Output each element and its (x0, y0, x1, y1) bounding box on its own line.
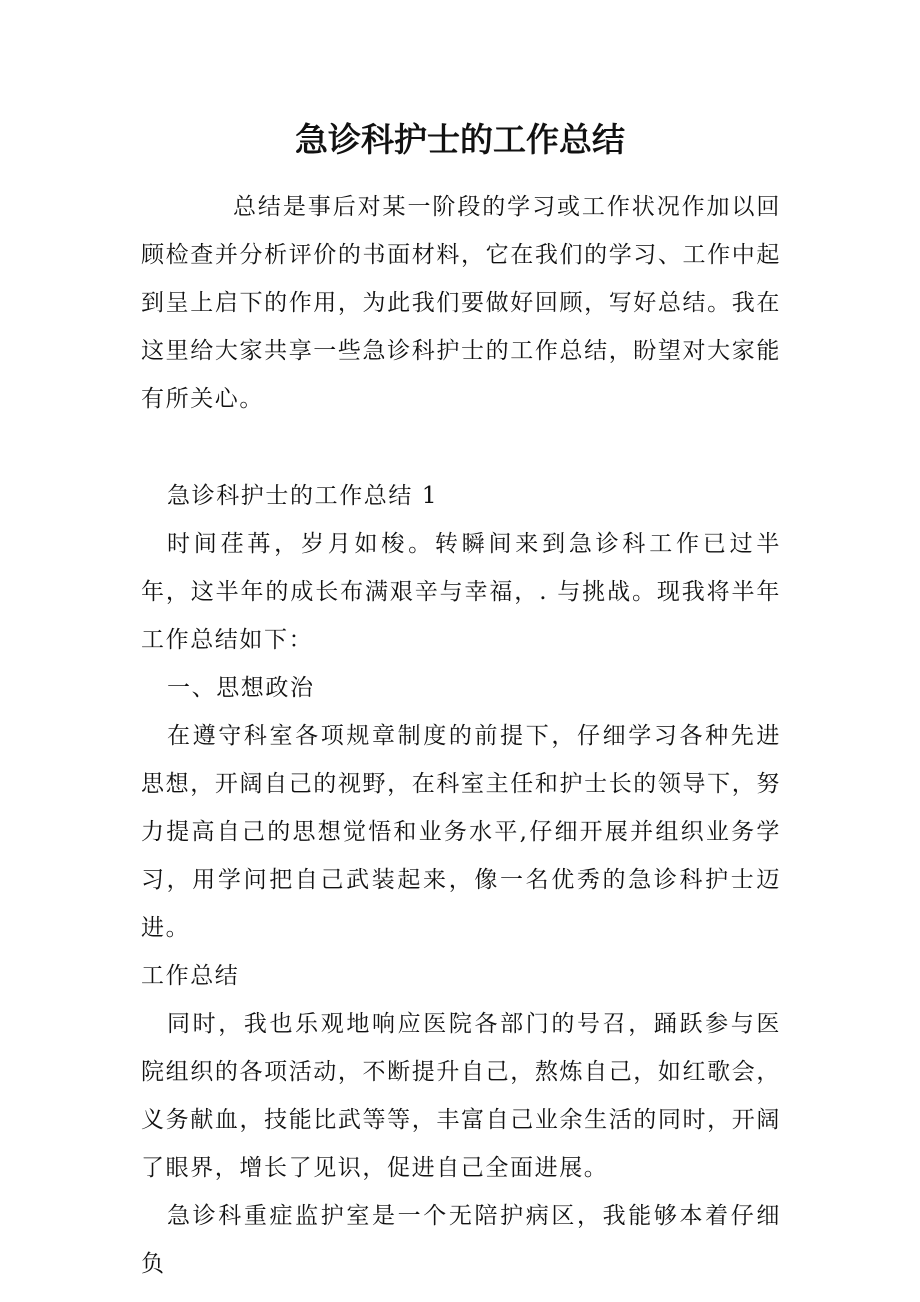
subheading-ideology: 一、思想政治 (167, 675, 315, 701)
subheading-work-summary: 工作总结 (141, 963, 240, 989)
paragraph-3: 同时，我也乐观地响应医院各部门的号召，踊跃参与医院组织的各项活动，不断提升自己，熬炼自己，如红歌会，义务献血，技能比武等等，丰富自己业余生活的同时，开阔了眼界，增长了见识，促进自己全面进展。 (141, 1011, 781, 1181)
intro-paragraph: 总结是事后对某一阶段的学习或工作状况作加以回顾检查并分析评价的书面材料，它在我们的学习、工作中起到呈上启下的作用，为此我们要做好回顾，写好总结。我在这里给大家共享一些急诊科护士的工作总结，盼望对大家能有所关心。 (141, 194, 781, 412)
paragraph-2: 在遵守科室各项规章制度的前提下，仔细学习各种先进思想，开阔自己的视野，在科室主任和护士长的领导下，努力提高自己的思想觉悟和业务水平,仔细开展并组织业务学习，用学问把自己武装起来，像一名优秀的急诊科护士迈进。 (141, 723, 781, 941)
main-section (141, 472, 781, 1288)
paragraph-1: 时间荏苒，岁月如梭。转瞬间来到急诊科工作已过半年，这半年的成长布满艰辛与幸福，. 与挑战。现我将半年工作总结如下： (141, 531, 781, 653)
document-title: 急诊科护士的工作总结 (295, 120, 625, 159)
paragraph-4: 急诊科重症监护室是一个无陪护病区，我能够本着仔细负 (141, 1203, 781, 1277)
section-heading: 急诊科护士的工作总结 1 (167, 483, 439, 509)
intro-section (141, 183, 781, 423)
